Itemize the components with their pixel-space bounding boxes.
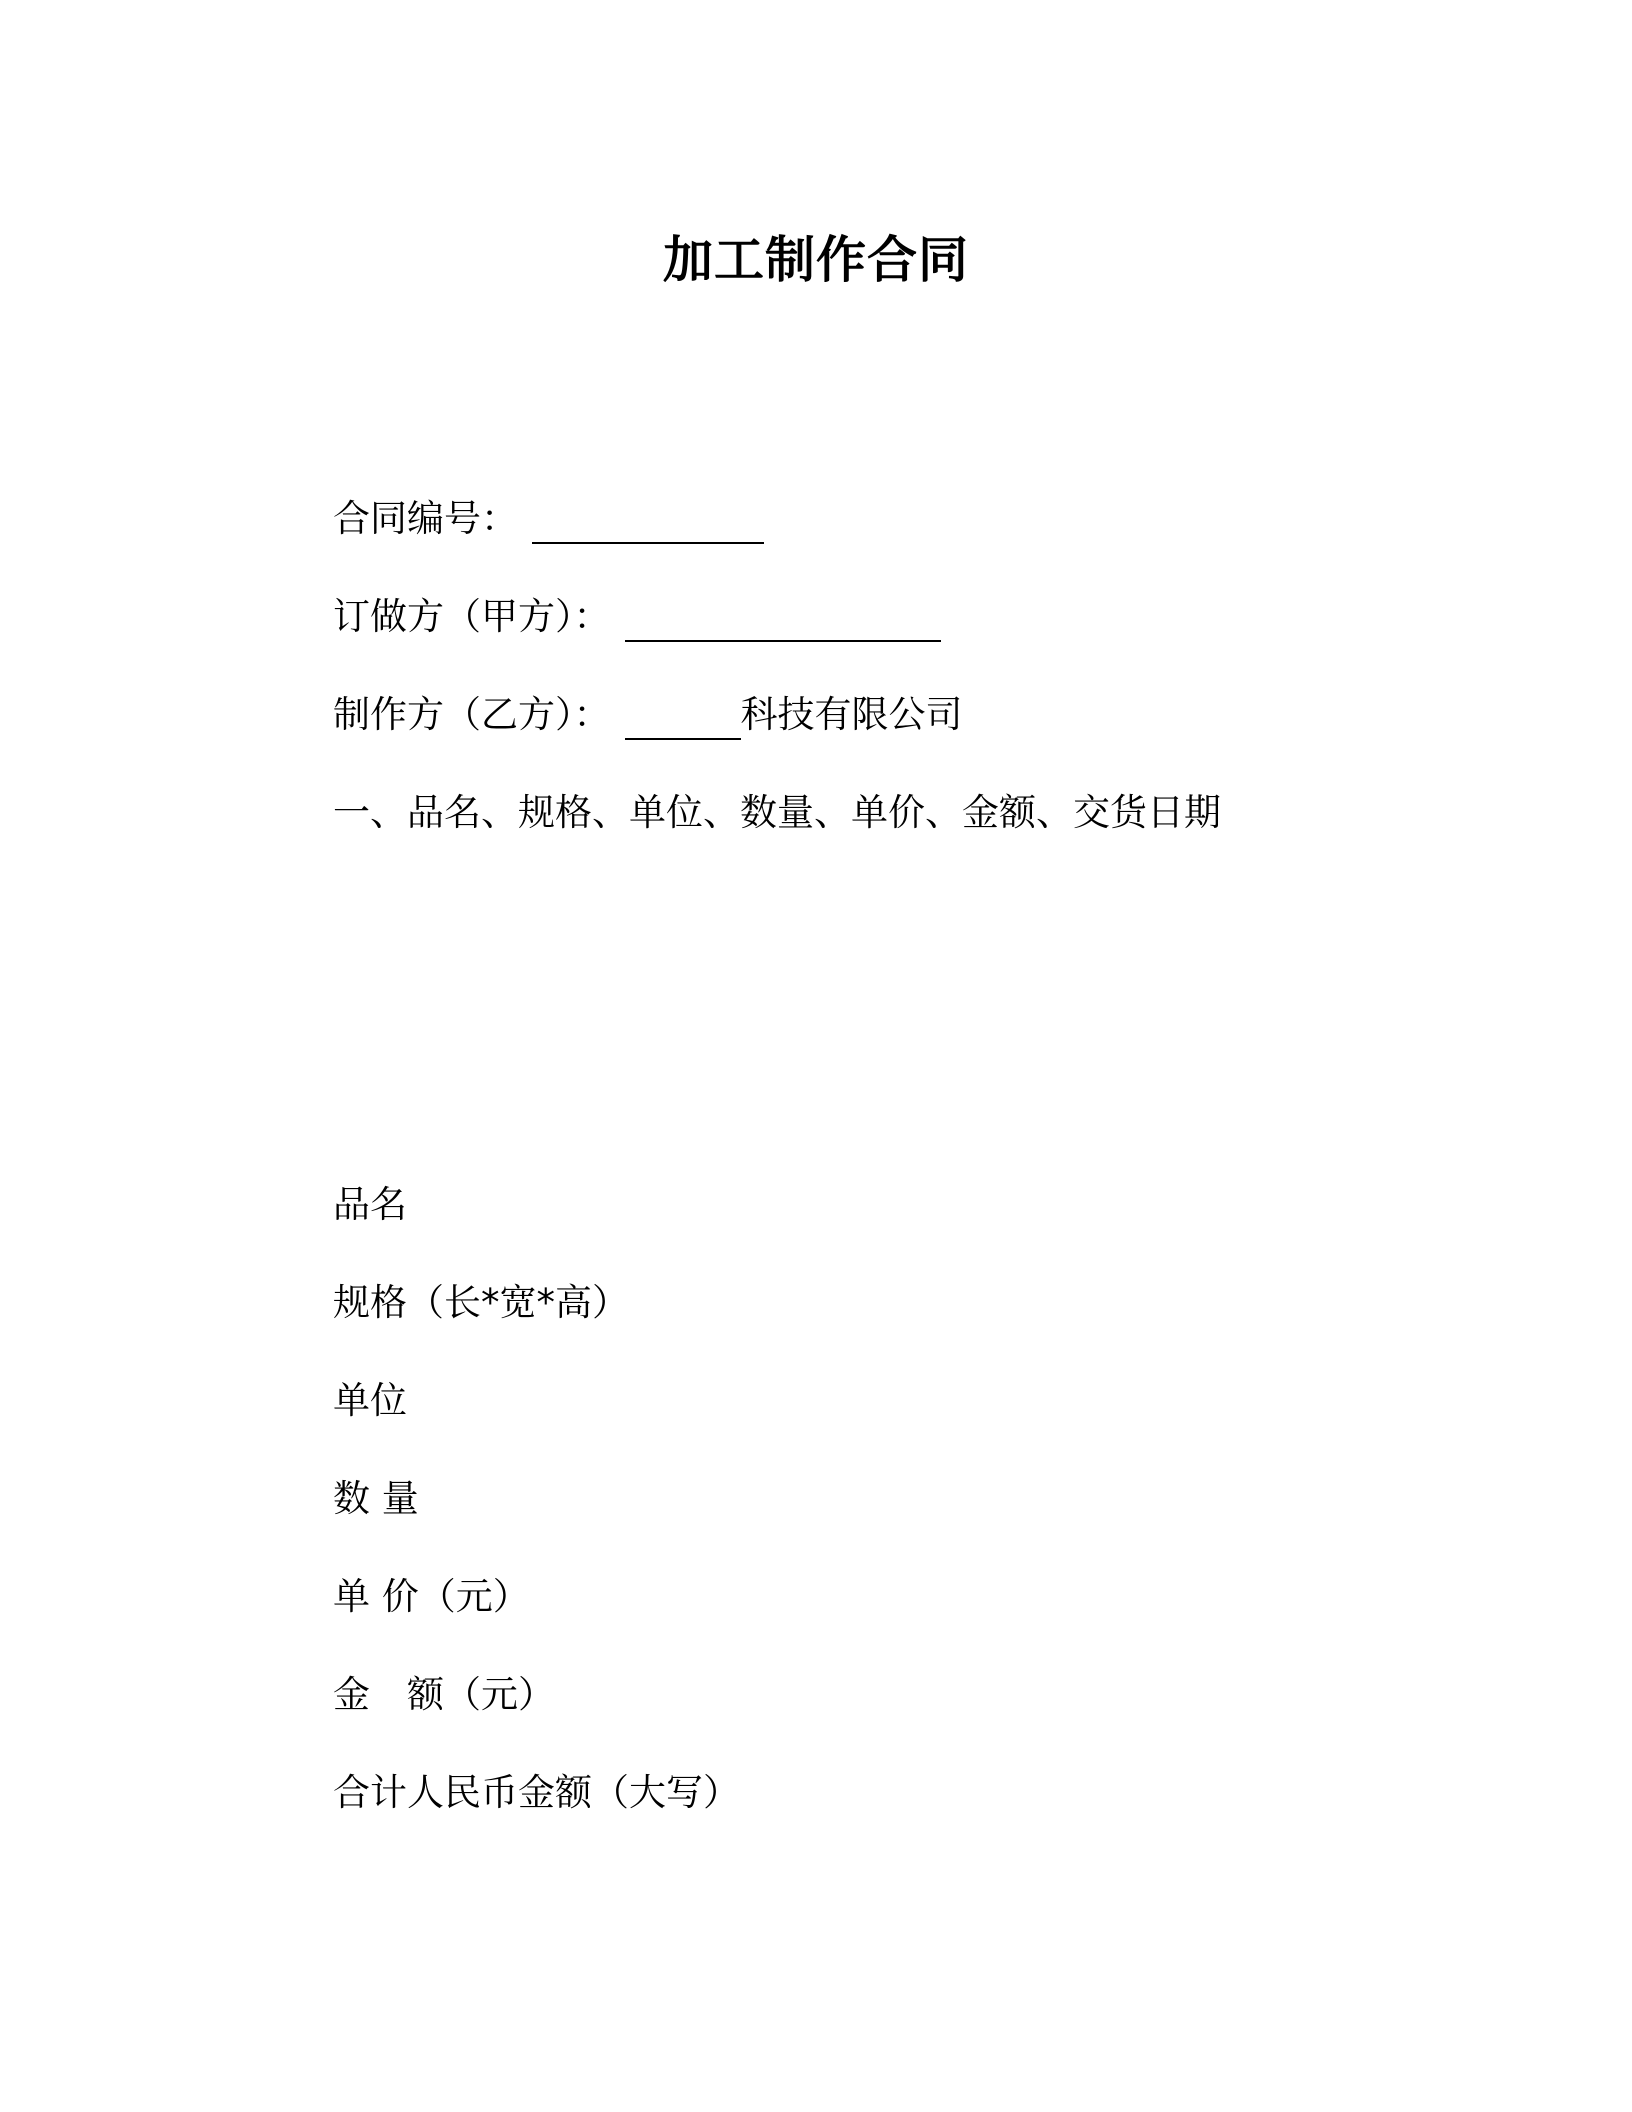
field-product-name: 品名 bbox=[333, 1183, 407, 1226]
field-quantity: 数 量 bbox=[333, 1477, 419, 1520]
party-b-company-suffix: 科技有限公司 bbox=[740, 693, 963, 736]
party-a-label: 订做方（甲方）： bbox=[333, 595, 611, 638]
contract-number-line bbox=[333, 494, 764, 544]
contract-number-label: 合同编号： bbox=[333, 497, 518, 540]
field-specification: 规格（长*宽*高） bbox=[333, 1281, 629, 1324]
field-unit-price: 单 价（元） bbox=[333, 1575, 530, 1618]
field-unit: 单位 bbox=[333, 1379, 407, 1422]
party-a-blank[interactable] bbox=[625, 600, 941, 642]
party-b-label: 制作方（乙方）： bbox=[333, 693, 611, 736]
document-title: 加工制作合同 bbox=[663, 231, 969, 289]
field-amount: 金 额（元） bbox=[333, 1673, 555, 1716]
section-1-heading: 一、品名、规格、单位、数量、单价、金额、交货日期 bbox=[333, 791, 1221, 834]
party-b-line bbox=[333, 690, 963, 740]
party-a-line bbox=[333, 592, 941, 642]
contract-number-blank[interactable] bbox=[532, 502, 764, 544]
field-total-rmb-uppercase: 合计人民币金额（大写） bbox=[333, 1771, 740, 1814]
party-b-blank[interactable] bbox=[625, 698, 741, 740]
